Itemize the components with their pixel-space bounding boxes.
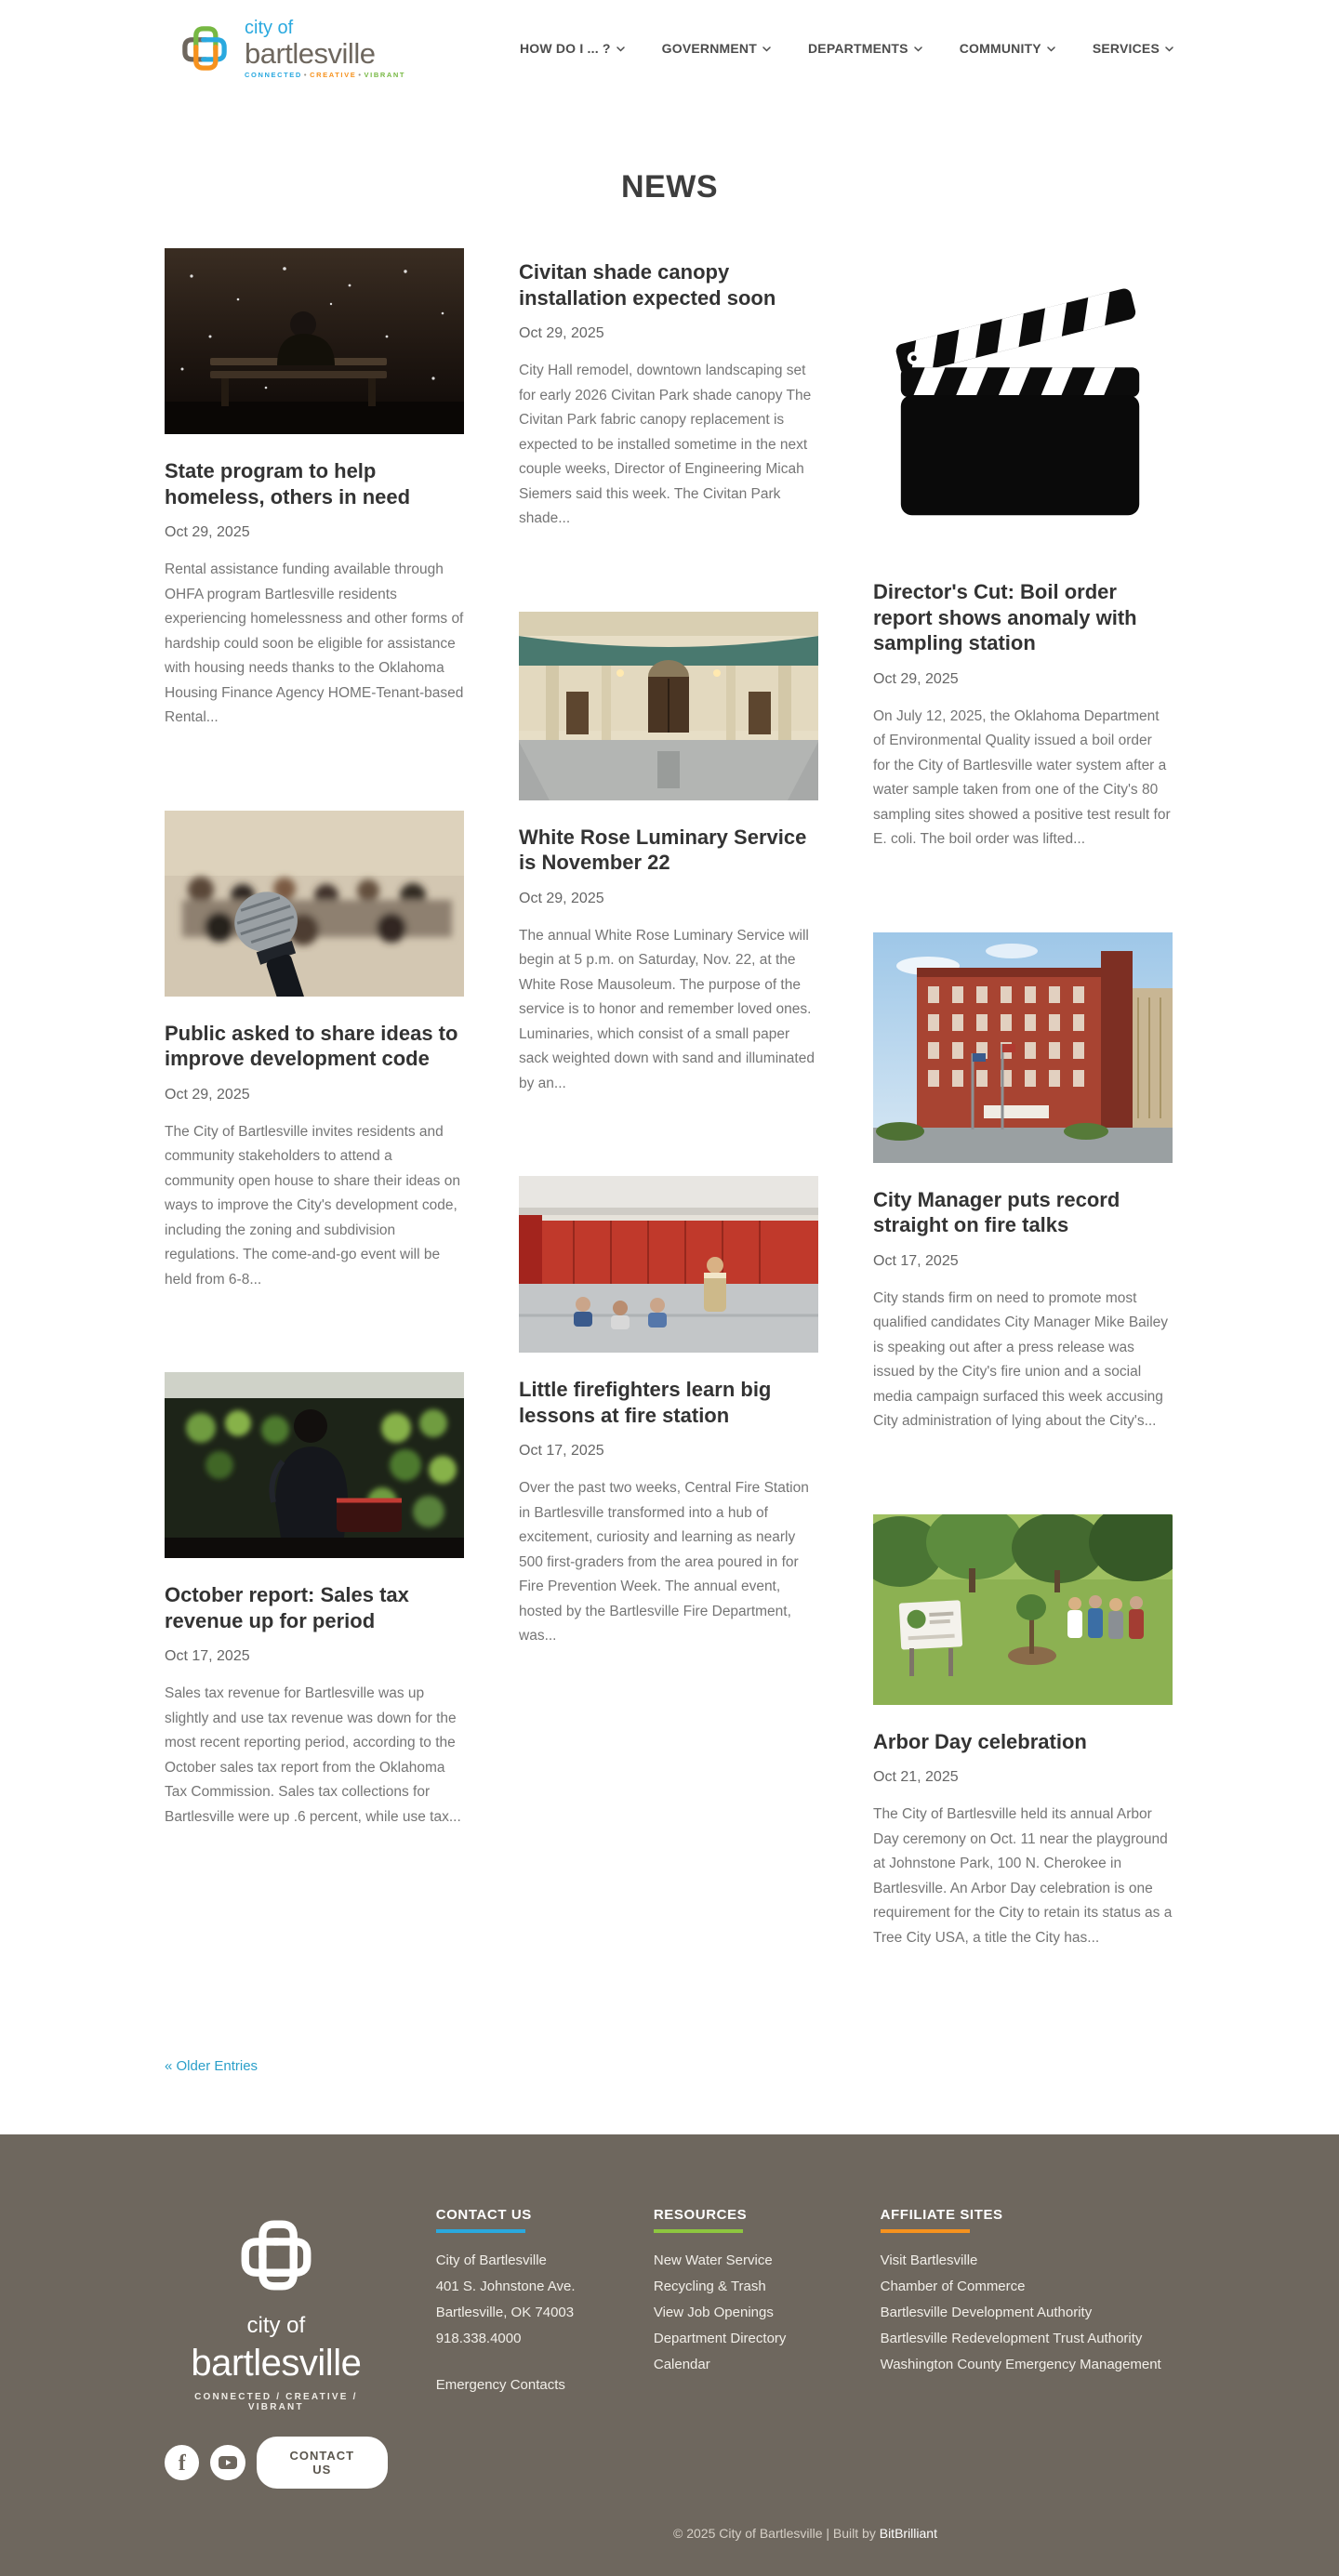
affiliate-heading: AFFILIATE SITES (880, 2207, 1003, 2223)
article-city-manager (873, 932, 1173, 1434)
article-directors-cut (873, 248, 1173, 852)
article-title[interactable]: Little firefighters learn big lessons at fire station (519, 1378, 772, 1427)
article-little-firefighters (519, 1176, 818, 1649)
resources-link[interactable]: Department Directory (653, 2331, 787, 2346)
article-development-code (165, 811, 464, 1293)
nav-label: HOW DO I ... ? (519, 41, 611, 56)
homeless-bench-photo[interactable] (165, 248, 464, 434)
copyright-text: © 2025 City of Bartlesville | Built by (673, 2526, 876, 2541)
footer-logo-tagline: CONNECTED / CREATIVE / VIBRANT (194, 2392, 358, 2412)
contact-heading-bar (436, 2229, 525, 2233)
article-date: Oct 29, 2025 (873, 670, 959, 687)
youtube-button[interactable] (210, 2445, 245, 2480)
article-excerpt: On July 12, 2025, the Oklahoma Department of Environmental Quality issued a boil order for the City of Bartlesville water system after a water sample taken from one of the City's 80 sampling sites showed a positive test result for E. coli. The boil order was lifted... (873, 707, 1171, 847)
resources-heading-bar (654, 2229, 743, 2233)
youtube-icon (219, 2456, 237, 2469)
article-date: Oct 21, 2025 (873, 1769, 959, 1785)
article-civitan-canopy (519, 248, 818, 532)
resources-link[interactable]: View Job Openings (653, 2305, 774, 2320)
article-excerpt: Rental assistance funding available through OHFA program Bartlesville residents experiencing homelessness and other forms of hardship could soon be eligible for assistance with housing needs thanks to the Oklahoma Housing Finance Agency HOME-Tenant-based Rental... (165, 561, 464, 725)
article-title[interactable]: State program to help homeless, others in need (165, 459, 411, 509)
older-entries-link[interactable]: « Older Entries (165, 2058, 259, 2074)
article-title[interactable]: Arbor Day celebration (873, 1729, 1087, 1753)
article-date: Oct 29, 2025 (519, 890, 604, 906)
site-footer (0, 2134, 1339, 2576)
article-white-rose (519, 612, 818, 1097)
affiliate-link[interactable]: Visit Bartlesville (880, 2252, 978, 2268)
nav-label: COMMUNITY (959, 41, 1041, 56)
nav-how-do-i[interactable] (520, 41, 625, 56)
city-hall-interior-photo[interactable] (519, 612, 818, 800)
article-date: Oct 17, 2025 (519, 1443, 604, 1459)
nav-services[interactable] (1093, 41, 1173, 56)
nav-label: SERVICES (1092, 41, 1160, 56)
logo-tagline (245, 72, 405, 79)
article-state-program (165, 248, 464, 731)
article-date: Oct 17, 2025 (873, 1252, 959, 1269)
nav-label: GOVERNMENT (661, 41, 757, 56)
resources-link[interactable]: Recycling & Trash (653, 2279, 766, 2294)
footer-affiliate-column (881, 2207, 1174, 2489)
chevron-down-icon (914, 46, 922, 52)
footer-brand (165, 2207, 388, 2489)
tagline-separator: • (358, 70, 363, 79)
footer-logo-line1: city of (246, 2313, 306, 2338)
affiliate-heading-bar (881, 2229, 970, 2233)
contact-line: Bartlesville, OK 74003 (435, 2305, 575, 2320)
footer-social-row (165, 2437, 388, 2489)
bartlesville-knot-icon-white (165, 2207, 388, 2304)
footer-contact-button[interactable]: CONTACT US (257, 2437, 388, 2489)
chevron-down-icon (616, 46, 625, 52)
tagline-word-connected: CONNECTED (245, 70, 302, 79)
article-date: Oct 17, 2025 (165, 1648, 250, 1664)
logo-line2: bartlesville (245, 36, 376, 70)
emergency-contacts-link[interactable]: Emergency Contacts (435, 2377, 565, 2393)
contact-heading: CONTACT US (435, 2207, 532, 2223)
audience-microphone-photo[interactable] (165, 811, 464, 997)
article-excerpt: The annual White Rose Luminary Service will begin at 5 p.m. on Saturday, Nov. 22, at the White Rose Mausoleum. The purpose of the service is to honor and remember loved ones. Luminaries, which consist of a small paper sack weighted down with sand and illuminated by an... (519, 927, 815, 1091)
affiliate-link[interactable]: Bartlesville Development Authority (880, 2305, 1093, 2320)
main-nav (520, 41, 1173, 56)
article-excerpt: City Hall remodel, downtown landscaping set for early 2026 Civitan Park shade canopy The Civitan Park fabric canopy replacement is expected to be installed sometime in the next couple weeks, Director of Engineering Micah Siemers said this week. The Civitan Park shade... (519, 363, 812, 526)
resources-link[interactable]: New Water Service (653, 2252, 773, 2268)
site-logo[interactable] (174, 18, 405, 79)
contact-line: City of Bartlesville (435, 2252, 547, 2268)
article-excerpt: City stands firm on need to promote most qualified candidates City Manager Mike Bailey is speaking out after a press release was issued by the City's fire union and a social media campaign surfaced this week accusing City administration of lying about the City's... (873, 1289, 1169, 1429)
article-excerpt: Over the past two weeks, Central Fire Station in Bartlesville transformed into a hub of excitement, curiosity and learning as nearly 500 first-graders from the area poured in for Fire Prevention Week. The annual event, hosted by the Bartlesville Fire Department, was... (519, 1480, 809, 1644)
chevron-down-icon (1165, 46, 1173, 52)
news-page (0, 169, 1339, 2134)
article-excerpt: Sales tax revenue for Bartlesville was up slightly and use tax revenue was down for the most recent reporting period, according to the October sales tax report from the Oklahoma Tax Commission. Sales tax collections for Bartlesville were up .6 percent, while use tax... (165, 1685, 461, 1825)
article-title[interactable]: White Rose Luminary Service is November 22 (519, 825, 807, 874)
site-header (0, 0, 1339, 93)
nav-government[interactable] (662, 41, 771, 56)
article-date: Oct 29, 2025 (165, 524, 250, 540)
facebook-button[interactable] (165, 2445, 199, 2480)
resources-link[interactable]: Calendar (653, 2357, 710, 2372)
fire-station-photo[interactable] (519, 1176, 818, 1353)
affiliate-link[interactable]: Bartlesville Redevelopment Trust Authority (880, 2331, 1143, 2346)
article-excerpt: The City of Bartlesville held its annual Arbor Day ceremony on Oct. 11 near the playground at Johnstone Park, 100 N. Cherokee in Bartlesville. An Arbor Day celebration is one requirement for the City to retain its status as a Tree City USA, a title the City has... (873, 1806, 1173, 1946)
logo-line1: city of (245, 17, 294, 38)
news-column-2 (519, 248, 818, 2030)
article-title[interactable]: Director's Cut: Boil order report shows anomaly with sampling station (873, 580, 1137, 654)
news-column-1 (165, 248, 464, 2030)
news-column-3 (873, 248, 1173, 2030)
contact-line: 401 S. Johnstone Ave. (435, 2279, 576, 2294)
chevron-down-icon (1047, 46, 1055, 52)
pagination (165, 2058, 1174, 2134)
chevron-down-icon (762, 46, 771, 52)
article-title[interactable]: City Manager puts record straight on fire talks (873, 1187, 1120, 1236)
resources-heading: RESOURCES (653, 2207, 748, 2223)
footer-logo-line2: bartlesville (191, 2343, 362, 2384)
news-grid (165, 248, 1174, 2030)
grocery-shopper-photo[interactable] (165, 1372, 464, 1558)
footer-bottom (0, 2489, 1339, 2576)
article-arbor-day (873, 1514, 1173, 1951)
arbor-day-photo[interactable] (873, 1514, 1173, 1705)
tagline-word-creative: CREATIVE (310, 70, 357, 79)
article-title[interactable]: Public asked to share ideas to improve development code (165, 1021, 458, 1070)
page-title: NEWS (621, 169, 718, 205)
article-date: Oct 29, 2025 (519, 325, 604, 341)
tagline-word-vibrant: VIBRANT (364, 70, 406, 79)
facebook-icon: f (178, 2451, 186, 2476)
article-date: Oct 29, 2025 (165, 1086, 250, 1103)
article-title[interactable]: Civitan shade canopy installation expected soon (519, 260, 776, 310)
bitbrilliant-link[interactable]: BitBrilliant (879, 2526, 937, 2541)
tagline-separator: • (303, 70, 309, 79)
affiliate-link[interactable]: Chamber of Commerce (880, 2279, 1026, 2294)
footer-resources-column (654, 2207, 832, 2489)
article-excerpt: The City of Bartlesville invites residents and community stakeholders to attend a community open house to share their ideas on ways to improve the City's development code, including the zoning and subdivision regulations. The come-and-go event will be held from 6-8... (165, 1123, 460, 1288)
copyright (136, 2526, 1339, 2541)
logo-text (245, 19, 405, 79)
hotel-building-photo[interactable] (873, 932, 1173, 1163)
contact-line: 918.338.4000 (435, 2331, 522, 2346)
affiliate-link[interactable]: Washington County Emergency Management (880, 2357, 1161, 2372)
nav-departments[interactable] (808, 41, 922, 56)
clapperboard-photo[interactable] (873, 248, 1173, 555)
nav-label: DEPARTMENTS (807, 41, 908, 56)
footer-contact-column (436, 2207, 605, 2489)
bartlesville-knot-icon (174, 18, 235, 79)
article-sales-tax (165, 1372, 464, 1830)
article-title[interactable]: October report: Sales tax revenue up for period (165, 1583, 409, 1632)
nav-community[interactable] (960, 41, 1055, 56)
